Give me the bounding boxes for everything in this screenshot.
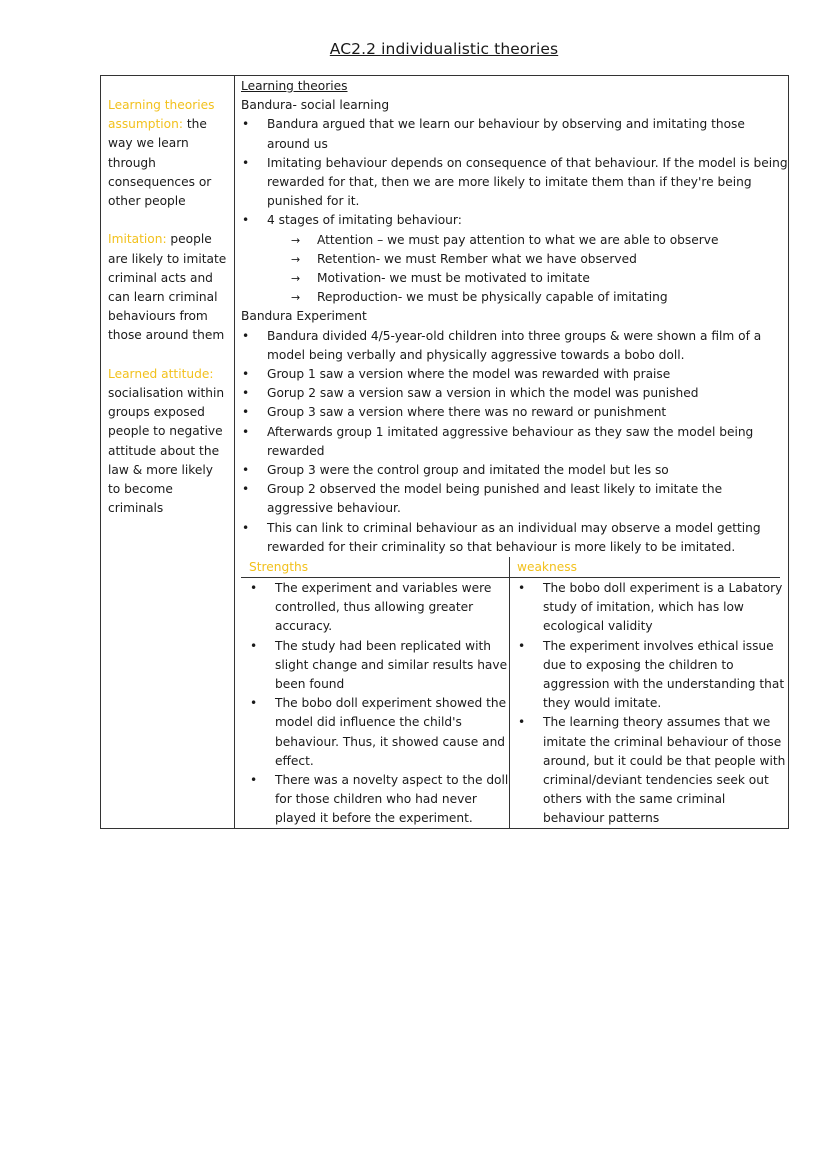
page-title: AC2.2 individualistic theories <box>329 40 559 58</box>
list-item: • This can link to criminal behaviour as an individual may observe a model getting rewarded for their criminality so that behaviour is more likely to be imitated. <box>241 519 788 557</box>
weakness-list <box>510 579 788 829</box>
list-item: • Group 3 were the control group and imitated the model but les so <box>241 461 788 480</box>
weakness-column <box>510 557 788 828</box>
list-item: • Bandura divided 4/5-year-old children into three groups & were shown a film of a model being verbally and physically aggressive towards a bobo doll. <box>241 327 788 365</box>
key-term-imitation <box>108 230 228 345</box>
key-term-label: Learned attitude: <box>108 366 214 381</box>
strengths-header: Strengths <box>241 557 509 578</box>
stages-list <box>241 231 788 308</box>
arrow-right-icon: → <box>291 233 301 247</box>
list-item: • Imitating behaviour depends on consequence of that behaviour. If the model is being rewarded for that, then we are more likely to imitate them than if they're being punished for it. <box>241 154 788 212</box>
section-subheading: Bandura- social learning <box>241 98 390 113</box>
experiment-heading: Bandura Experiment <box>241 309 367 324</box>
key-term-text: people are likely to imitate criminal acts and can learn criminal behaviours from those around them <box>108 232 227 343</box>
stage-text: Retention- we must Rember what we have observed <box>317 251 637 266</box>
stage-text: Motivation- we must be motivated to imitate <box>317 271 590 286</box>
list-item: • Bandura argued that we learn our behaviour by observing and imitating those around us <box>241 115 788 153</box>
list-item: • The bobo doll experiment showed the model did influence the child's behaviour. Thus, it showed cause and effect. <box>235 694 509 771</box>
key-term-learned-attitude <box>108 365 228 519</box>
stage-item <box>291 250 788 269</box>
key-term-text: the way we learn through consequences or other people <box>108 117 212 209</box>
list-item: • The experiment involves ethical issue due to exposing the children to aggression with the understanding that they would imitate. <box>510 637 788 714</box>
key-term-label: Learning theories assumption: <box>108 98 215 132</box>
stage-text: Attention – we must pay attention to what we are able to observe <box>317 232 719 247</box>
list-item: • The study had been replicated with slight change and similar results have been found <box>235 637 509 695</box>
key-terms-column <box>101 76 235 828</box>
list-item: • Afterwards group 1 imitated aggressive behaviour as they saw the model being rewarded <box>241 423 788 461</box>
stage-item <box>291 231 788 250</box>
list-item: • Group 3 saw a version where there was no reward or punishment <box>241 403 788 422</box>
key-term-learning-theories <box>108 96 228 211</box>
weakness-header: weakness <box>510 557 780 578</box>
section-heading: Learning theories <box>241 79 348 93</box>
key-term-label: Imitation: <box>108 232 167 247</box>
strengths-column <box>235 557 510 828</box>
strengths-list <box>235 579 509 829</box>
list-item: • Group 2 observed the model being punished and least likely to imitate the aggressive behaviour. <box>241 480 788 518</box>
theory-bullet-list <box>241 115 788 230</box>
evaluation-table <box>235 557 788 828</box>
arrow-right-icon: → <box>291 291 301 305</box>
notes-table <box>100 75 789 829</box>
key-term-text: socialisation within groups exposed people to negative attitude about the law & more likely to become criminals <box>108 386 225 516</box>
content-column <box>235 76 788 828</box>
list-item: • The learning theory assumes that we imitate the criminal behaviour of those around, but it could be that people with criminal/deviant tendencies seek out others with the same criminal behaviour patterns <box>510 713 788 828</box>
list-item: • The bobo doll experiment is a Labatory study of imitation, which has low ecological validity <box>510 579 788 637</box>
arrow-right-icon: → <box>291 272 301 286</box>
stage-text: Reproduction- we must be physically capable of imitating <box>317 290 668 305</box>
list-item: • 4 stages of imitating behaviour: <box>241 211 788 230</box>
stage-item <box>291 269 788 288</box>
list-item: • Gorup 2 saw a version saw a version in which the model was punished <box>241 384 788 403</box>
experiment-bullet-list <box>241 327 788 557</box>
arrow-right-icon: → <box>291 252 301 266</box>
list-item: • The experiment and variables were controlled, thus allowing greater accuracy. <box>235 579 509 637</box>
list-item: • There was a novelty aspect to the doll for those children who had never played it before the experiment. <box>235 771 509 829</box>
list-item: • Group 1 saw a version where the model was rewarded with praise <box>241 365 788 384</box>
stage-item <box>291 288 788 307</box>
